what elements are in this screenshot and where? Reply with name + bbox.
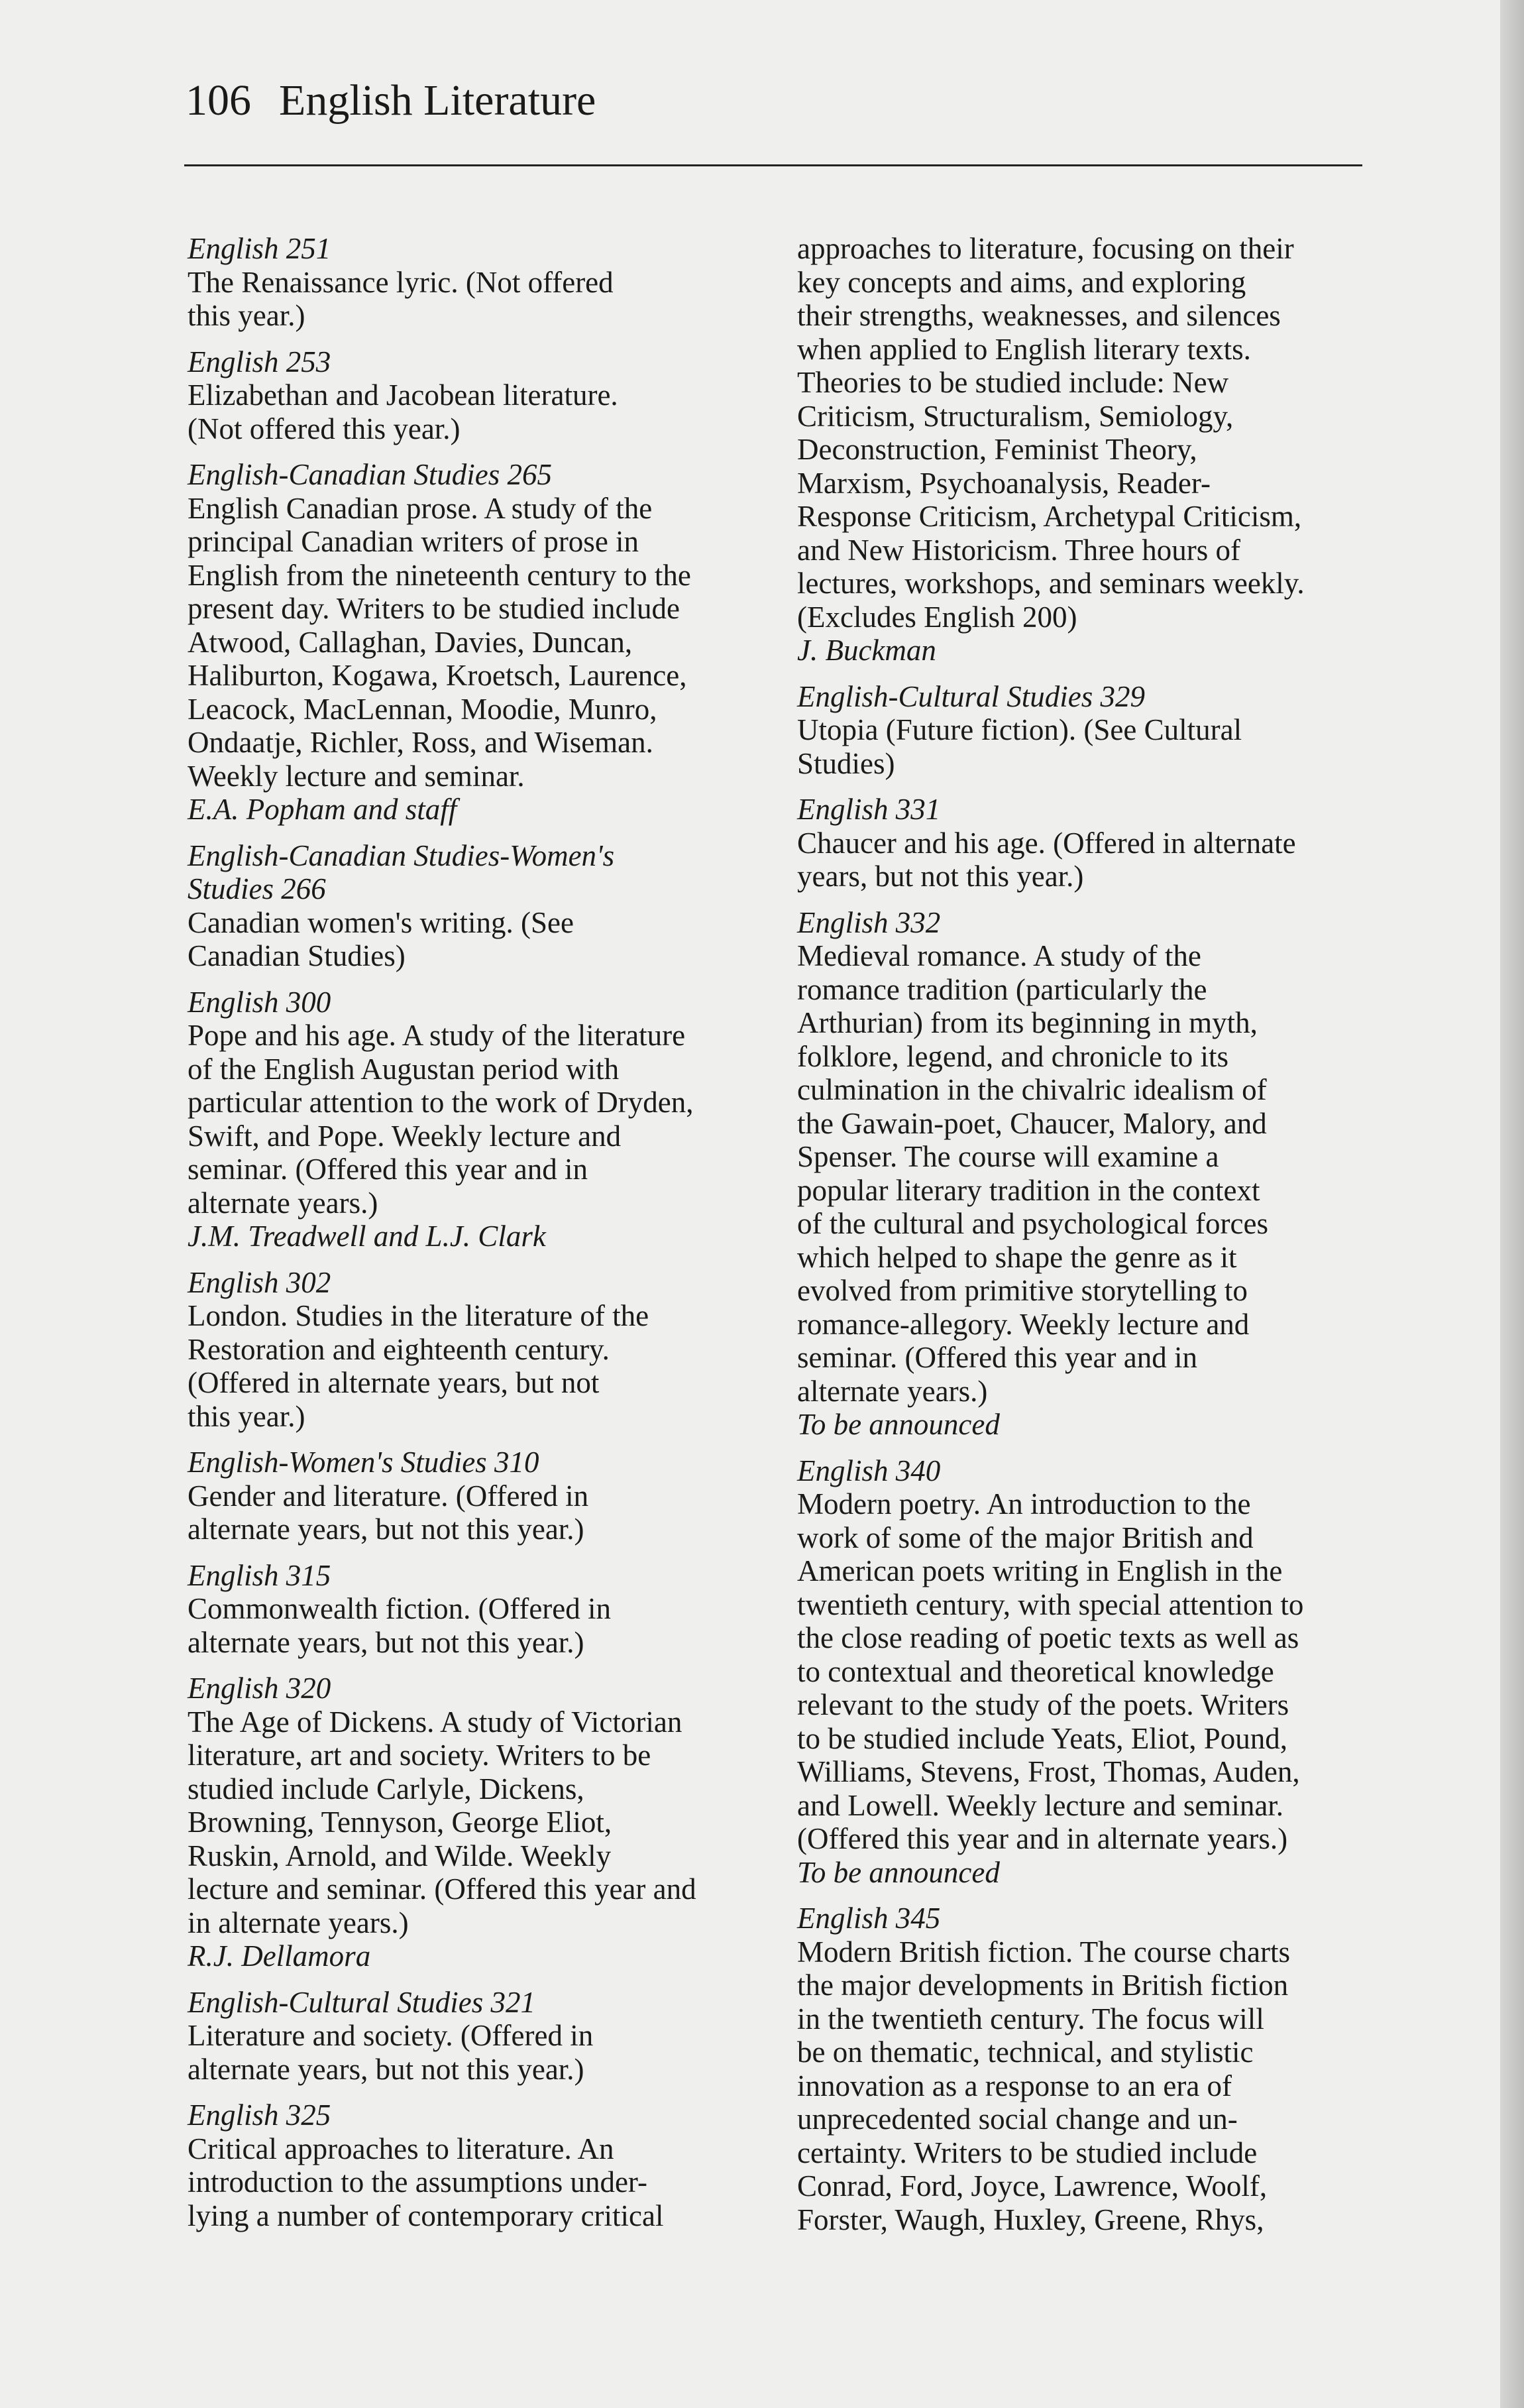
course-description-line: Ruskin, Arnold, and Wilde. Weekly	[188, 1839, 612, 1872]
course-description-line: the close reading of poetic texts as well as	[797, 1621, 1299, 1654]
course-title: Studies 266	[188, 872, 326, 905]
course-description-line: Browning, Tennyson, George Eliot,	[188, 1806, 612, 1839]
course-title: English 340	[797, 1454, 941, 1487]
course-description-line: in alternate years.)	[188, 1906, 409, 1939]
course-description-line: romance tradition (particularly the	[797, 972, 1207, 1006]
course-description-line: alternate years, but not this year.)	[188, 1625, 584, 1659]
course-description-line: and Lowell. Weekly lecture and seminar.	[797, 1788, 1284, 1822]
course-description-line: alternate years.)	[188, 1186, 378, 1220]
course-entry	[188, 2098, 784, 2232]
course-description-line: alternate years.)	[797, 1374, 988, 1408]
course-description-line: present day. Writers to be studied include	[188, 592, 680, 625]
course-description-line: culmination in the chivalric idealism of	[797, 1073, 1267, 1106]
course-description-line: when applied to English literary texts.	[797, 332, 1251, 366]
course-description-line: Leacock, MacLennan, Moodie, Munro,	[188, 692, 657, 726]
course-description-line: the major developments in British fiction	[797, 1969, 1289, 2002]
left-column	[188, 232, 784, 2245]
section-title: English Literature	[279, 76, 596, 125]
course-title: English 325	[188, 2098, 331, 2132]
page-number: 106	[186, 76, 251, 125]
right-column	[797, 232, 1393, 2249]
course-title: English-Women's Studies 310	[188, 1446, 539, 1479]
course-entry	[797, 1902, 1393, 2236]
course-description-line: The Renaissance lyric. (Not offered	[188, 265, 614, 299]
course-description-line: Marxism, Psychoanalysis, Reader-	[797, 466, 1211, 500]
course-entry	[188, 345, 784, 446]
course-description-line: Conrad, Ford, Joyce, Lawrence, Woolf,	[797, 2169, 1268, 2203]
course-description-line: principal Canadian writers of prose in	[188, 525, 639, 558]
course-description-line: lectures, workshops, and seminars weekly.	[797, 567, 1305, 600]
page-header	[186, 74, 596, 127]
course-description-line: Canadian women's writing. (See	[188, 905, 574, 939]
course-description-line: Forster, Waugh, Huxley, Greene, Rhys,	[797, 2203, 1264, 2236]
course-entry	[188, 232, 784, 333]
course-description-line: Critical approaches to literature. An	[188, 2132, 614, 2165]
course-description-line: Swift, and Pope. Weekly lecture and	[188, 1119, 622, 1153]
course-entry	[188, 1559, 784, 1660]
course-description-line: Utopia (Future fiction). (See Cultural	[797, 713, 1242, 746]
course-title: English 251	[188, 232, 331, 265]
course-description-line: lying a number of contemporary critical	[188, 2199, 664, 2232]
course-description-line: (Not offered this year.)	[188, 412, 461, 445]
course-title: English 302	[188, 1265, 331, 1299]
course-description-line: to be studied include Yeats, Eliot, Pound,	[797, 1721, 1287, 1755]
course-description-line: alternate years, but not this year.)	[188, 1513, 584, 1546]
course-entry	[188, 458, 784, 827]
course-description-line: literature, art and society. Writers to be	[188, 1739, 651, 1772]
course-instructor: J. Buckman	[797, 634, 936, 667]
course-description-line: English Canadian prose. A study of the	[188, 491, 653, 525]
course-description-line: in the twentieth century. The focus will	[797, 2002, 1264, 2035]
course-description-line: (Excludes English 200)	[797, 600, 1077, 634]
course-entry	[188, 1446, 784, 1546]
course-description-line: Arthurian) from its beginning in myth,	[797, 1006, 1258, 1039]
course-description-line: this year.)	[188, 1399, 305, 1433]
course-description-line: work of some of the major British and	[797, 1520, 1254, 1554]
course-description-line: lecture and seminar. (Offered this year and	[188, 1872, 696, 1906]
course-description-line: certainty. Writers to be studied include	[797, 2136, 1258, 2169]
course-description-line: Pope and his age. A study of the literature	[188, 1019, 686, 1052]
course-entry	[797, 232, 1393, 667]
course-description-line: Deconstruction, Feminist Theory,	[797, 433, 1197, 466]
course-description-line: Gender and literature. (Offered in	[188, 1479, 589, 1513]
course-entry	[188, 1672, 784, 1973]
course-title: English-Cultural Studies 321	[188, 1985, 536, 2019]
course-title: English-Cultural Studies 329	[797, 679, 1146, 713]
course-description-line: which helped to shape the genre as it	[797, 1240, 1237, 1274]
course-description-line: introduction to the assumptions under-	[188, 2165, 648, 2199]
course-description-line: Elizabethan and Jacobean literature.	[188, 378, 618, 412]
course-description-line: be on thematic, technical, and stylistic	[797, 2035, 1254, 2069]
course-instructor: R.J. Dellamora	[188, 1939, 371, 1973]
course-description-line: key concepts and aims, and exploring	[797, 265, 1246, 299]
course-title: English 320	[188, 1672, 331, 1705]
course-description-line: approaches to literature, focusing on their	[797, 232, 1294, 265]
course-description-line: evolved from primitive storytelling to	[797, 1274, 1248, 1307]
course-description-line: years, but not this year.)	[797, 860, 1084, 893]
course-description-line: Canadian Studies)	[188, 939, 406, 972]
course-instructor: E.A. Popham and staff	[188, 793, 457, 826]
course-entry	[188, 1266, 784, 1434]
course-entry	[188, 1986, 784, 2087]
course-description-line: of the English Augustan period with	[188, 1052, 620, 1086]
course-description-line: English from the nineteenth century to the	[188, 558, 691, 592]
course-description-line: studied include Carlyle, Dickens,	[188, 1772, 584, 1806]
course-description-line: Ondaatje, Richler, Ross, and Wiseman.	[188, 726, 653, 759]
course-description-line: Response Criticism, Archetypal Criticism,	[797, 500, 1302, 533]
course-description-line: (Offered in alternate years, but not	[188, 1366, 600, 1399]
course-description-line: this year.)	[188, 299, 305, 332]
course-description-line: seminar. (Offered this year and in	[797, 1341, 1197, 1374]
course-entry	[797, 906, 1393, 1442]
course-description-line: folklore, legend, and chronicle to its	[797, 1039, 1229, 1073]
course-description-line: The Age of Dickens. A study of Victorian	[188, 1705, 682, 1739]
course-title: English 331	[797, 793, 941, 826]
header-rule	[184, 164, 1362, 166]
course-description-line: relevant to the study of the poets. Writers	[797, 1688, 1289, 1721]
course-description-line: Weekly lecture and seminar.	[188, 759, 525, 793]
course-description-line: alternate years, but not this year.)	[188, 2052, 584, 2086]
course-title: English-Canadian Studies-Women's	[188, 838, 615, 872]
course-title: English-Canadian Studies 265	[188, 458, 552, 491]
course-entry	[797, 793, 1393, 893]
course-title: English 332	[797, 905, 941, 939]
course-description-line: unprecedented social change and un-	[797, 2102, 1238, 2136]
course-description-line: and New Historicism. Three hours of	[797, 533, 1241, 567]
course-description-line: Medieval romance. A study of the	[797, 939, 1201, 972]
course-description-line: Atwood, Callaghan, Davies, Duncan,	[188, 625, 633, 659]
course-description-line: twentieth century, with special attention to	[797, 1587, 1304, 1621]
course-description-line: of the cultural and psychological forces	[797, 1207, 1268, 1240]
course-entry	[188, 986, 784, 1253]
course-title: English 315	[188, 1558, 331, 1592]
course-description-line: London. Studies in the literature of the	[188, 1299, 649, 1332]
course-description-line: Williams, Stevens, Frost, Thomas, Auden,	[797, 1755, 1300, 1788]
course-instructor: J.M. Treadwell and L.J. Clark	[188, 1220, 546, 1253]
course-description-line: Spenser. The course will examine a	[797, 1140, 1219, 1173]
course-description-line: the Gawain-poet, Chaucer, Malory, and	[797, 1106, 1267, 1140]
course-description-line: Studies)	[797, 746, 895, 780]
course-description-line: Modern poetry. An introduction to the	[797, 1487, 1251, 1520]
page-edge-shadow	[1500, 0, 1524, 2408]
course-description-line: (Offered this year and in alternate years.)	[797, 1822, 1288, 1855]
course-title: English 300	[188, 985, 331, 1019]
course-title: English 253	[188, 345, 331, 378]
course-description-line: Modern British fiction. The course charts	[797, 1935, 1290, 1969]
course-description-line: Commonwealth fiction. (Offered in	[188, 1592, 612, 1625]
course-description-line: their strengths, weaknesses, and silences	[797, 299, 1281, 332]
course-instructor: To be announced	[797, 1408, 1000, 1441]
course-entry	[188, 839, 784, 973]
course-title: English 345	[797, 1902, 941, 1935]
course-entry	[797, 1454, 1393, 1890]
course-description-line: Haliburton, Kogawa, Kroetsch, Laurence,	[188, 659, 687, 692]
course-description-line: to contextual and theoretical knowledge	[797, 1654, 1274, 1688]
course-entry	[797, 680, 1393, 781]
course-description-line: Theories to be studied include: New	[797, 366, 1229, 399]
course-description-line: particular attention to the work of Dryden,	[188, 1086, 694, 1119]
course-description-line: Restoration and eighteenth century.	[188, 1332, 610, 1366]
course-description-line: seminar. (Offered this year and in	[188, 1153, 588, 1186]
course-description-line: romance-allegory. Weekly lecture and	[797, 1307, 1250, 1341]
course-description-line: Literature and society. (Offered in	[188, 2019, 594, 2052]
course-description-line: Chaucer and his age. (Offered in alternate	[797, 826, 1296, 860]
course-description-line: popular literary tradition in the context	[797, 1173, 1260, 1207]
course-description-line: innovation as a response to an era of	[797, 2069, 1232, 2102]
course-description-line: Criticism, Structuralism, Semiology,	[797, 399, 1234, 433]
course-instructor: To be announced	[797, 1855, 1000, 1889]
course-description-line: American poets writing in English in the	[797, 1554, 1283, 1587]
